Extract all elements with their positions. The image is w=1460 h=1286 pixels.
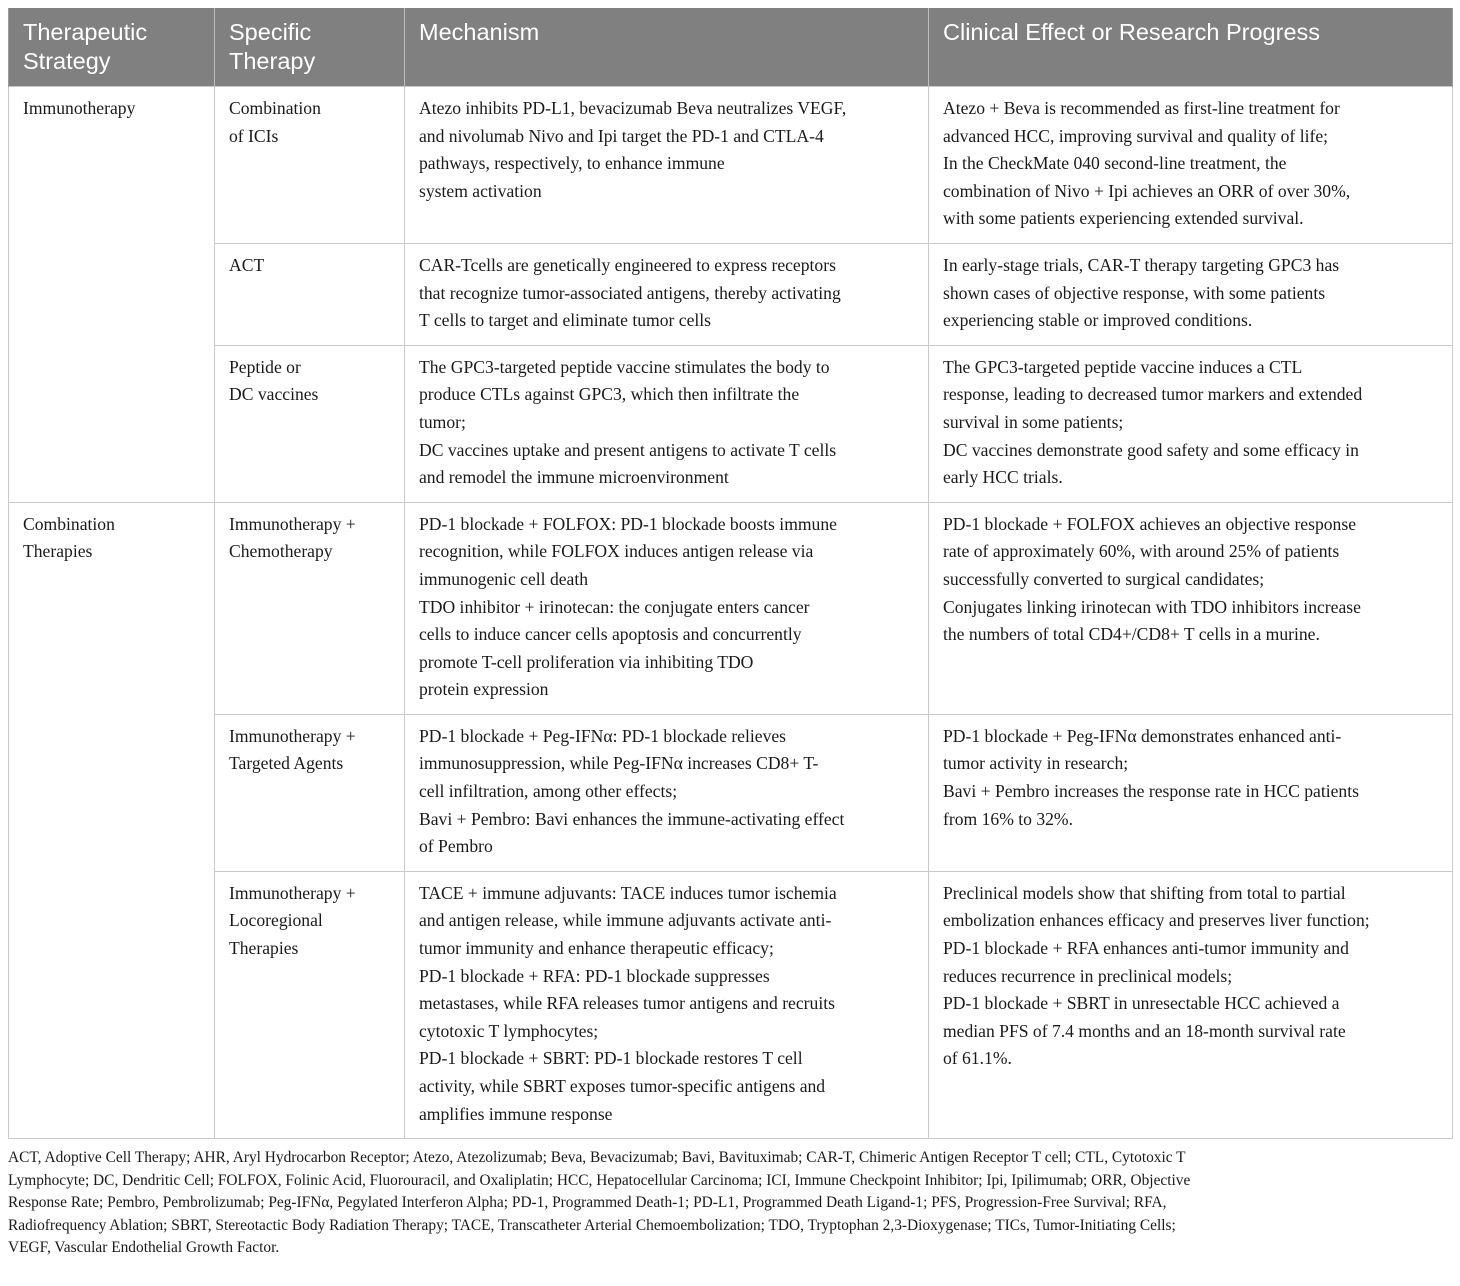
mechanism-text: DC vaccines uptake and present antigens to activate T cells	[419, 439, 837, 460]
effect-cell	[929, 714, 1453, 871]
table-row	[9, 502, 1453, 714]
effect-text: with some patients experiencing extended survival.	[943, 208, 1304, 229]
mechanism-text: tumor;	[419, 411, 466, 432]
table-row	[9, 714, 1453, 871]
mechanism-text: PD-1 blockade + FOLFOX: PD-1 blockade boosts immune	[419, 513, 837, 534]
effect-text: In early-stage trials, CAR-T therapy targeting GPC3 has	[943, 254, 1340, 275]
table-header	[9, 8, 1453, 87]
footnote-text: Radiofrequency Ablation; SBRT, Stereotactic Body Radiation Therapy; TACE, Transcatheter Arterial Chemoembolization; TDO, Tryptophan 2,3-Dioxygenase; TICs, Tumor-Initiating Cells;	[8, 1216, 1176, 1234]
therapy-text: Peptide or	[229, 356, 301, 377]
header-clinical-effect	[929, 8, 1453, 87]
header-specific-therapy	[215, 8, 405, 87]
mechanism-text: PD-1 blockade + Peg-IFNα: PD-1 blockade relieves	[419, 725, 787, 746]
mechanism-text: protein expression	[419, 679, 549, 700]
header-row	[9, 8, 1453, 87]
mechanism-text: The GPC3-targeted peptide vaccine stimulates the body to	[419, 356, 830, 377]
table-body	[9, 87, 1453, 1139]
effect-text: experiencing stable or improved conditions.	[943, 310, 1253, 331]
therapy-cell	[215, 87, 405, 244]
effect-cell	[929, 243, 1453, 345]
effect-text: advanced HCC, improving survival and quality of life;	[943, 125, 1329, 146]
mechanism-text: TDO inhibitor + irinotecan: the conjugate enters cancer	[419, 596, 810, 617]
effect-cell	[929, 502, 1453, 714]
effect-text: response, leading to decreased tumor markers and extended	[943, 384, 1363, 405]
therapy-cell	[215, 871, 405, 1138]
strategy-text: Therapies	[23, 541, 93, 562]
mechanism-text: cell infiltration, among other effects;	[419, 781, 678, 802]
effect-text: the numbers of total CD4+/CD8+ T cells in a murine.	[943, 624, 1320, 645]
effect-cell	[929, 345, 1453, 502]
effect-text: rate of approximately 60%, with around 25% of patients	[943, 541, 1340, 562]
mechanism-text: cells to induce cancer cells apoptosis and concurrently	[419, 624, 802, 645]
mechanism-text: immunogenic cell death	[419, 568, 589, 589]
strategy-text: Immunotherapy	[23, 98, 136, 118]
mechanism-text: and antigen release, while immune adjuvants activate anti-	[419, 910, 832, 931]
therapy-text: Combination	[229, 98, 321, 118]
footnote-text: ACT, Adoptive Cell Therapy; AHR, Aryl Hydrocarbon Receptor; Atezo, Atezolizumab; Beva, Bevacizumab; Bavi, Bavituximab; CAR-T, Chimeric Antigen Receptor T cell; CTL, Cytotoxic T	[8, 1149, 1186, 1167]
mechanism-text: PD-1 blockade + RFA: PD-1 blockade suppresses	[419, 965, 770, 986]
footnote-text: Lymphocyte; DC, Dendritic Cell; FOLFOX, Folinic Acid, Fluorouracil, and Oxaliplatin; HCC, Hepatocellular Carcinoma; ICI, Immune Checkpoint Inhibitor; Ipi, Ipilimumab; ORR, Objective	[8, 1171, 1191, 1189]
header-text: Therapy	[229, 48, 316, 74]
therapy-text: Therapies	[229, 938, 299, 959]
table-footnote	[8, 1147, 1452, 1260]
effect-text: PD-1 blockade + Peg-IFNα demonstrates enhanced anti-	[943, 725, 1342, 746]
therapy-cell	[215, 502, 405, 714]
effect-cell	[929, 871, 1453, 1138]
mechanism-cell	[405, 871, 929, 1138]
mechanism-text: of Pembro	[419, 836, 493, 857]
mechanism-text: CAR-Tcells are genetically engineered to express receptors	[419, 254, 836, 275]
header-text: Strategy	[23, 48, 111, 74]
header-text: Therapeutic	[23, 19, 148, 45]
mechanism-text: tumor immunity and enhance therapeutic efficacy;	[419, 938, 774, 959]
therapy-cell	[215, 345, 405, 502]
effect-text: survival in some patients;	[943, 411, 1124, 432]
mechanism-text: and nivolumab Nivo and Ipi target the PD-1 and CTLA-4	[419, 125, 824, 146]
effect-text: early HCC trials.	[943, 467, 1063, 488]
therapy-cell	[215, 243, 405, 345]
mechanism-text: activity, while SBRT exposes tumor-specific antigens and	[419, 1076, 826, 1096]
mechanism-cell	[405, 502, 929, 714]
strategy-text: Combination	[23, 513, 115, 534]
effect-text: DC vaccines demonstrate good safety and some efficacy in	[943, 439, 1359, 460]
mechanism-text: PD-1 blockade + SBRT: PD-1 blockade restores T cell	[419, 1048, 803, 1069]
mechanism-text: that recognize tumor-associated antigens, thereby activating	[419, 282, 841, 303]
effect-text: tumor activity in research;	[943, 753, 1129, 774]
mechanism-text: and remodel the immune microenvironment	[419, 467, 729, 488]
therapy-text: of ICIs	[229, 125, 279, 146]
therapy-text: DC vaccines	[229, 384, 319, 405]
effect-text: of 61.1%.	[943, 1048, 1012, 1069]
mechanism-cell	[405, 714, 929, 871]
effect-text: shown cases of objective response, with some patients	[943, 282, 1326, 303]
effect-text: Bavi + Pembro increases the response rate in HCC patients	[943, 781, 1359, 802]
header-text: Specific	[229, 19, 312, 45]
mechanism-text: produce CTLs against GPC3, which then infiltrate the	[419, 384, 800, 405]
mechanism-text: TACE + immune adjuvants: TACE induces tumor ischemia	[419, 882, 837, 903]
mechanism-cell	[405, 345, 929, 502]
mechanism-text: metastases, while RFA releases tumor antigens and recruits	[419, 993, 835, 1014]
effect-text: embolization enhances efficacy and preserves liver function;	[943, 910, 1370, 931]
therapy-cell	[215, 714, 405, 871]
strategy-cell	[9, 87, 215, 503]
mechanism-text: promote T-cell proliferation via inhibiting TDO	[419, 651, 754, 672]
therapy-text: Targeted Agents	[229, 753, 344, 774]
table-row	[9, 871, 1453, 1138]
therapy-text: Immunotherapy +	[229, 725, 356, 746]
effect-text: Atezo + Beva is recommended as first-line treatment for	[943, 98, 1340, 118]
header-mechanism	[405, 8, 929, 87]
mechanism-text: cytotoxic T lymphocytes;	[419, 1020, 599, 1041]
mechanism-text: Bavi + Pembro: Bavi enhances the immune-activating effect	[419, 808, 845, 829]
therapy-text: Locoregional	[229, 910, 323, 931]
effect-text: The GPC3-targeted peptide vaccine induces a CTL	[943, 356, 1303, 377]
effect-cell	[929, 87, 1453, 244]
mechanism-text: pathways, respectively, to enhance immune	[419, 153, 725, 174]
mechanism-cell	[405, 243, 929, 345]
effect-text: median PFS of 7.4 months and an 18-month survival rate	[943, 1020, 1346, 1041]
footnote-text: VEGF, Vascular Endothelial Growth Factor.	[8, 1239, 280, 1257]
effect-text: PD-1 blockade + FOLFOX achieves an objective response	[943, 513, 1357, 534]
effect-text: Conjugates linking irinotecan with TDO inhibitors increase	[943, 596, 1361, 617]
therapy-text: Chemotherapy	[229, 541, 333, 562]
effect-text: PD-1 blockade + SBRT in unresectable HCC achieved a	[943, 993, 1340, 1014]
document	[8, 8, 1452, 1260]
table-row	[9, 345, 1453, 502]
mechanism-text: system activation	[419, 180, 542, 201]
mechanism-text: amplifies immune response	[419, 1103, 613, 1124]
mechanism-text: T cells to target and eliminate tumor cells	[419, 310, 712, 331]
strategy-cell	[9, 502, 215, 1138]
therapy-text: ACT	[229, 254, 265, 275]
effect-text: In the CheckMate 040 second-line treatment, the	[943, 153, 1287, 174]
mechanism-cell	[405, 87, 929, 244]
effect-text: combination of Nivo + Ipi achieves an ORR of over 30%,	[943, 180, 1351, 201]
effect-text: reduces recurrence in preclinical models;	[943, 965, 1233, 986]
header-text: Clinical Effect or Research Progress	[943, 19, 1321, 45]
therapy-text: Immunotherapy +	[229, 882, 356, 903]
footnote-text: Response Rate; Pembro, Pembrolizumab; Peg-IFNα, Pegylated Interferon Alpha; PD-1, Programmed Death-1; PD-L1, Programmed Death Ligand-1; PFS, Progression-Free Survival; RFA,	[8, 1194, 1167, 1212]
table-row	[9, 243, 1453, 345]
effect-text: PD-1 blockade + RFA enhances anti-tumor immunity and	[943, 938, 1349, 959]
effect-text: successfully converted to surgical candidates;	[943, 568, 1265, 589]
table-row	[9, 87, 1453, 244]
therapy-text: Immunotherapy +	[229, 513, 356, 534]
mechanism-text: immunosuppression, while Peg-IFNα increases CD8+ T-	[419, 753, 819, 774]
effect-text: Preclinical models show that shifting from total to partial	[943, 882, 1346, 903]
therapy-table	[8, 8, 1453, 1139]
header-therapeutic-strategy	[9, 8, 215, 87]
header-text: Mechanism	[419, 19, 540, 45]
mechanism-text: recognition, while FOLFOX induces antigen release via	[419, 541, 814, 562]
effect-text: from 16% to 32%.	[943, 808, 1073, 829]
mechanism-text: Atezo inhibits PD-L1, bevacizumab Beva neutralizes VEGF,	[419, 98, 847, 118]
